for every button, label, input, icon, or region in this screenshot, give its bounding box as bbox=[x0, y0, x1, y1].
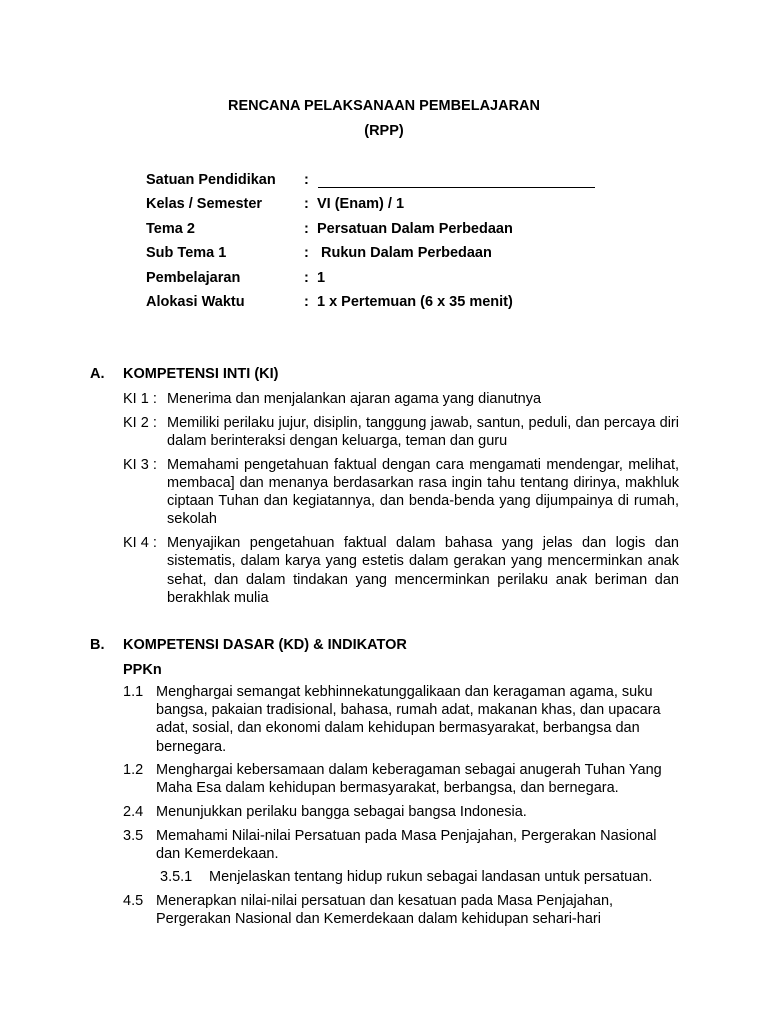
identity-label: Sub Tema 1 bbox=[146, 245, 227, 262]
identity-label: Kelas / Semester bbox=[146, 196, 263, 213]
list-item bbox=[123, 892, 683, 928]
list-item bbox=[123, 414, 679, 450]
indicator-item bbox=[123, 868, 683, 886]
ki-label: KI 3 : bbox=[123, 456, 157, 473]
indicator-text: Menjelaskan tentang hidup rukun sebagai landasan untuk persatuan. bbox=[209, 869, 653, 886]
list-item bbox=[123, 827, 683, 863]
identity-row bbox=[146, 195, 595, 219]
indicator-number: 3.5.1 bbox=[160, 869, 193, 886]
kd-text: Menunjukkan perilaku bangga sebagai bangsa Indonesia. bbox=[156, 804, 527, 820]
identity-label: Pembelajaran bbox=[146, 269, 241, 286]
identity-row bbox=[146, 269, 595, 293]
identity-row bbox=[146, 244, 595, 268]
identity-label: Alokasi Waktu bbox=[146, 293, 245, 310]
document-title: RENCANA PELAKSANAAN PEMBELAJARAN bbox=[227, 98, 541, 114]
kd-text: Menerapkan nilai-nilai persatuan dan kesatuan pada Masa Penjajahan, Pergerakan Nasional dan Kemerdekaan dalam kehidupan sehari-hari bbox=[156, 892, 614, 928]
ki-label: KI 1 : bbox=[123, 391, 157, 407]
ki-list bbox=[123, 390, 679, 613]
list-item bbox=[123, 456, 679, 529]
list-item bbox=[123, 761, 683, 797]
section-title: KOMPETENSI INTI (KI) bbox=[123, 366, 279, 382]
kd-text: Menghargai kebersamaan dalam keberagaman sebagai anugerah Tuhan Yang Maha Esa dalam kehidupan bermasyarakat, berbangsa, dan bernegara. bbox=[156, 762, 662, 797]
section-b-heading bbox=[90, 637, 407, 653]
list-item bbox=[123, 534, 679, 607]
kd-text: Menghargai semangat kebhinnekatunggalikaan dan keragaman agama, suku bangsa, pakaian tradisional, bahasa, rumah adat, makanan khas, dan upacara adat, sosial, dan ekonomi dalam kehidupan bermasyarakat, berbangsa dan bernegara. bbox=[156, 684, 661, 755]
identity-colon: : bbox=[304, 220, 309, 237]
identity-colon: : bbox=[304, 172, 309, 188]
list-item bbox=[123, 803, 683, 821]
ki-text: Menyajikan pengetahuan faktual dalam bahasa yang jelas dan logis dan sistematis, dalam karya yang estetis dalam gerakan yang mencerminkan anak sehat, dan dalam tindakan yang mencerminkan perilaku anak beriman dan berakhlak mulia bbox=[167, 535, 679, 606]
kd-number: 4.5 bbox=[123, 892, 144, 909]
identity-colon: : bbox=[304, 293, 309, 310]
document-subtitle: (RPP) bbox=[364, 123, 404, 139]
ki-text: Memiliki perilaku jujur, disiplin, tanggung jawab, santun, peduli, dan percaya diri dalam berinteraksi dengan keluarga, teman dan guru bbox=[167, 414, 679, 449]
identity-value: 1 x Pertemuan (6 x 35 menit) bbox=[317, 293, 513, 310]
list-item bbox=[123, 390, 679, 408]
list-item bbox=[123, 683, 683, 756]
identity-row bbox=[146, 293, 595, 317]
identity-value: 1 bbox=[317, 269, 326, 286]
identity-colon: : bbox=[304, 245, 309, 262]
identity-row bbox=[146, 171, 595, 195]
ki-label: KI 2 : bbox=[123, 414, 157, 431]
identity-label: Tema 2 bbox=[146, 220, 195, 237]
kd-number: 2.4 bbox=[123, 804, 144, 820]
identity-value: VI (Enam) / 1 bbox=[317, 196, 405, 213]
ki-text: Menerima dan menjalankan ajaran agama yang dianutnya bbox=[167, 391, 542, 407]
section-letter: A. bbox=[90, 366, 105, 382]
subject-heading: PPKn bbox=[123, 662, 162, 678]
ki-text: Memahami pengetahuan faktual dengan cara mengamati mendengar, melihat, membaca] dan menanya berdasarkan rasa ingin tahu tentang dirinya, makhluk ciptaan Tuhan dan kegiatannya, dan benda-benda yang dijumpainya di rumah, sekolah bbox=[167, 456, 679, 528]
kd-text: Memahami Nilai-nilai Persatuan pada Masa Penjajahan, Pergerakan Nasional dan Kemerdekaan. bbox=[156, 827, 657, 862]
identity-colon: : bbox=[304, 196, 309, 213]
identity-value: Rukun Dalam Perbedaan bbox=[317, 245, 492, 262]
kd-number: 3.5 bbox=[123, 827, 144, 844]
identity-value: Persatuan Dalam Perbedaan bbox=[317, 220, 513, 237]
identity-label: Satuan Pendidikan bbox=[146, 172, 276, 188]
ki-label: KI 4 : bbox=[123, 535, 157, 552]
identity-table bbox=[146, 171, 595, 317]
identity-colon: : bbox=[304, 269, 309, 286]
fill-in-blank-line bbox=[318, 171, 595, 188]
identity-row bbox=[146, 220, 595, 244]
section-title: KOMPETENSI DASAR (KD) & INDIKATOR bbox=[123, 637, 407, 653]
kd-number: 1.2 bbox=[123, 762, 144, 779]
section-letter: B. bbox=[90, 637, 105, 653]
kd-list bbox=[123, 661, 683, 934]
section-a-heading bbox=[90, 366, 278, 382]
kd-number: 1.1 bbox=[123, 684, 144, 700]
